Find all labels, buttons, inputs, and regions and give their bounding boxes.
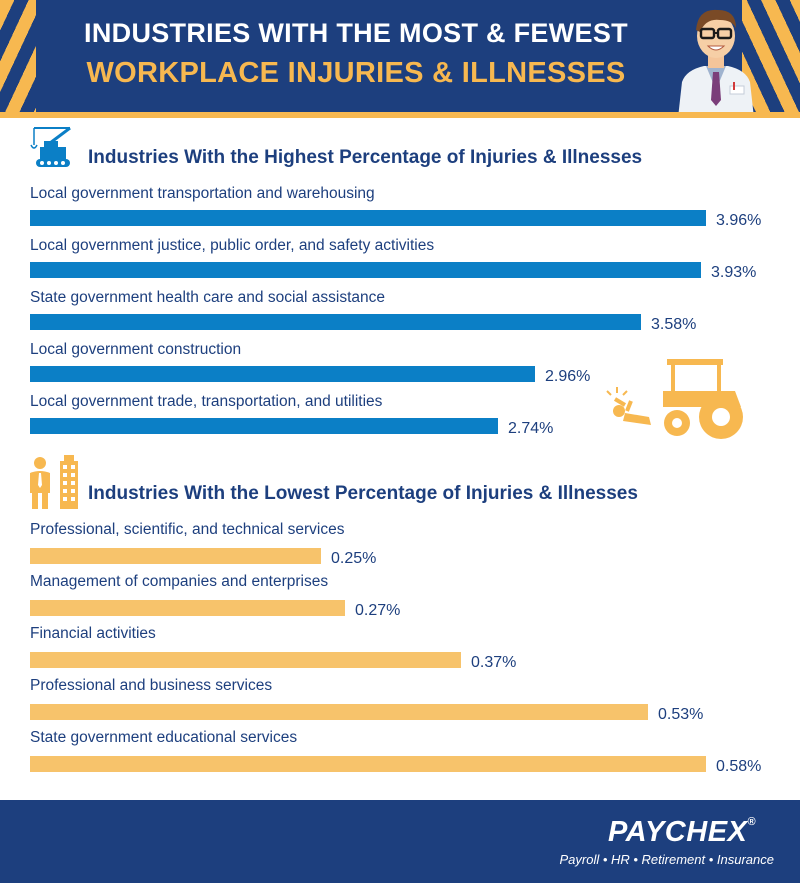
header-title-line2: [36, 57, 676, 90]
bar: [30, 600, 345, 616]
footer: [0, 800, 800, 883]
bar-category-label: Local government construction: [30, 341, 242, 358]
bar: [30, 314, 641, 330]
tractor-accident-icon: [605, 355, 750, 440]
bar-category-label: State government health care and social assistance: [30, 289, 385, 306]
bar-value-label: 2.74%: [508, 420, 554, 437]
bar-category-label: Professional and business services: [30, 677, 273, 694]
header-underline: [0, 112, 800, 118]
low-section-title: Industries With the Lowest Percentage of Injuries & Illnesses: [88, 483, 638, 504]
bar-category-label: State government educational services: [30, 729, 298, 746]
crane-icon: [26, 125, 80, 169]
bar-category-label: Professional, scientific, and technical services: [30, 521, 345, 538]
bar: [30, 652, 461, 668]
bar-value-label: 2.96%: [545, 368, 591, 385]
paychex-logo: [608, 816, 756, 849]
bar: [30, 366, 535, 382]
bar-category-label: Local government justice, public order, and safety activities: [30, 237, 435, 254]
bar-value-label: 3.58%: [651, 316, 697, 333]
bar-category-label: Local government transportation and warehousing: [30, 185, 375, 202]
worker-icon: [670, 0, 762, 118]
bar-value-label: 3.96%: [716, 212, 762, 229]
header-title-line1: INDUSTRIES WITH THE MOST & FEWEST: [84, 18, 628, 48]
bar-value-label: 0.58%: [716, 758, 762, 775]
bar: [30, 548, 321, 564]
bar: [30, 704, 648, 720]
bar: [30, 418, 498, 434]
brand-name: PAYCHEX: [607, 816, 748, 848]
bar-value-label: 0.25%: [331, 550, 377, 567]
bar-value-label: 3.93%: [711, 264, 757, 281]
bar: [30, 756, 706, 772]
header-title-line2-text: WORKPLACE INJURIES & ILLNESSES: [86, 57, 626, 89]
header-panel: [36, 0, 742, 118]
high-section-title: Industries With the Highest Percentage of Injuries & Illnesses: [88, 147, 643, 168]
bar-category-label: Management of companies and enterprises: [30, 573, 329, 590]
tagline: Payroll • HR • Retirement • Insurance: [559, 852, 774, 867]
header-banner: [0, 0, 800, 118]
bar: [30, 262, 701, 278]
bar-category-label: Financial activities: [30, 625, 156, 642]
bar-category-label: Local government trade, transportation, and utilities: [30, 393, 383, 410]
bar-value-label: 0.37%: [471, 654, 517, 671]
bar-value-label: 0.53%: [658, 706, 704, 723]
bar: [30, 210, 706, 226]
bar-value-label: 0.27%: [355, 602, 401, 619]
registered-mark: ®: [747, 816, 756, 828]
businessperson-building-icon: [26, 455, 80, 511]
